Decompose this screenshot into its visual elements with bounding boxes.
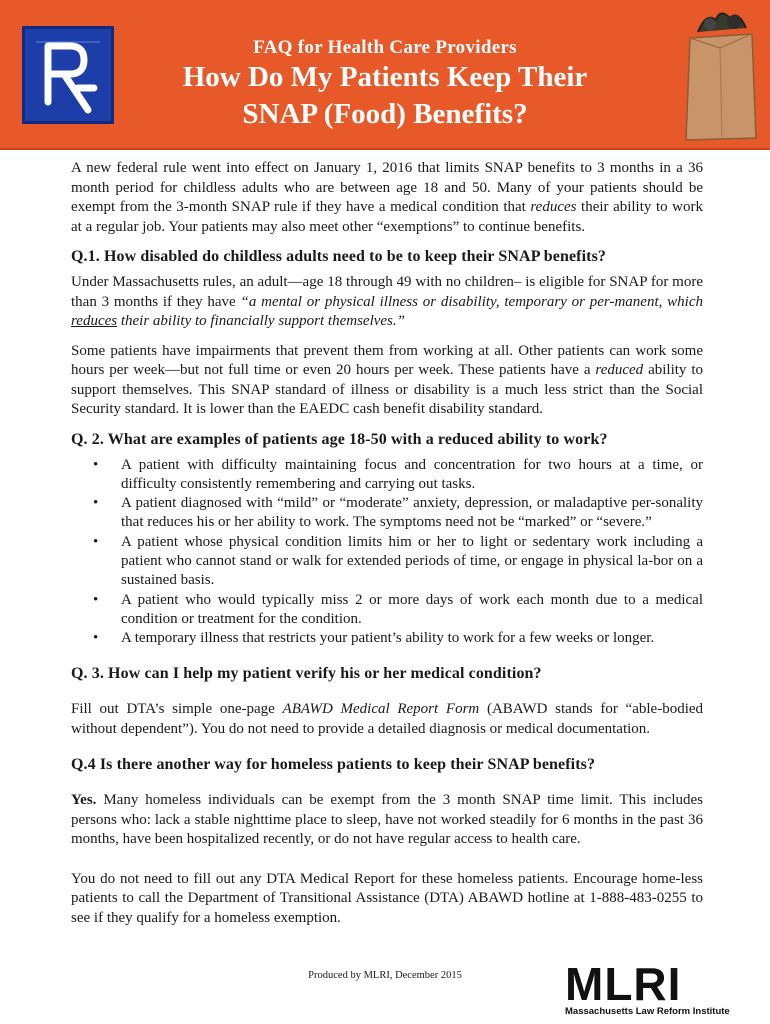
q4-paragraph-1 bbox=[71, 791, 703, 850]
q4-p1-text: Many homeless individuals can be exempt from the 3 month SNAP time limit. This includes persons who: lack a stable nighttime place to sleep, have not worked steadily for 6 months in the past 36 months, have been hospitalized recently, or do not have regular access to health care. bbox=[71, 792, 703, 848]
q4-yes: Yes. bbox=[71, 792, 97, 809]
q1-heading: Q.1. How disabled do childless adults need to be to keep their SNAP benefits? bbox=[71, 248, 607, 265]
list-item: • A patient who would typically miss 2 or more days of work each month due to a medical condition or treatment for the condition. bbox=[93, 591, 703, 627]
mlri-logo bbox=[565, 958, 733, 1018]
bullet-icon: • bbox=[93, 495, 99, 512]
document-body bbox=[71, 159, 703, 938]
q4-heading: Q.4 Is there another way for homeless patients to keep their SNAP benefits? bbox=[71, 756, 596, 774]
list-item: • A patient with difficulty maintaining focus and concentration for two hours at a time, or difficulty consistently remembering and carrying out tasks. bbox=[93, 456, 703, 492]
bullet-icon: • bbox=[93, 456, 99, 473]
bullet-icon: • bbox=[93, 533, 99, 550]
header-kicker: FAQ for Health Care Providers bbox=[253, 37, 517, 58]
header-banner bbox=[0, 0, 770, 150]
list-item: • A patient diagnosed with “mild” or “moderate” anxiety, depression, or maladaptive per-sonality that reduces his or her ability to work. The symptoms need not be “marked” or “severe.” bbox=[93, 495, 703, 531]
title-line-1: How Do My Patients Keep Their bbox=[182, 61, 588, 93]
q1-p1-quote-2: their ability to financially support themselves.” bbox=[117, 313, 405, 329]
q1-p1-quote-underlined: reduces bbox=[71, 313, 118, 329]
bullet-icon: • bbox=[93, 630, 99, 647]
q1-p1-quote-1: “a mental or physical illness or disability, temporary or per-manent, which bbox=[240, 293, 703, 310]
q3-heading: Q. 3. How can I help my patient verify his or her medical condition? bbox=[71, 665, 542, 683]
mlri-logo-text: MLRI bbox=[565, 958, 682, 1010]
q1-p2-emphasis: reduced bbox=[595, 362, 644, 378]
bullet-icon: • bbox=[93, 591, 99, 608]
intro-paragraph bbox=[71, 159, 703, 237]
q3-paragraph bbox=[71, 700, 703, 739]
q1-p2-text-1: Some patients have impairments that prevent them from working at all. Other patients can work some hours per week—but not full time or even 20 hours per week. These patients have a bbox=[71, 342, 703, 378]
grocery-bag-icon bbox=[680, 4, 762, 144]
list-item: • A patient whose physical condition limits him or her to light or sedentary work including a patient who cannot stand or walk for extended periods of time, or engage in physical la-bor on a sustained basis. bbox=[93, 533, 703, 589]
q3-text-1: Fill out DTA’s simple one-page bbox=[71, 701, 283, 718]
q3-form-name: ABAWD Medical Report Form bbox=[282, 701, 480, 718]
page-title bbox=[0, 59, 770, 133]
intro-emphasis: reduces bbox=[530, 199, 577, 215]
q1-paragraph-1 bbox=[71, 273, 703, 332]
intro-text-1: A new federal rule went into effect on January 1, 2016 that limits SNAP benefits to 3 months in a 36 month period for childless adults who are between age 18 and 50. Many of your patients should be exempt from the 3-month SNAP rule if they have a medical condition that bbox=[71, 160, 703, 215]
intro-text-2: their ability to work at a regular job. Your patients may also meet other “exemptions” to continue benefits. bbox=[71, 199, 703, 235]
title-line-2: SNAP (Food) Benefits? bbox=[242, 98, 528, 130]
mlri-logo-subtitle: Massachusetts Law Reform Institute bbox=[565, 1006, 730, 1017]
q2-list bbox=[71, 456, 703, 649]
q1-p1-text: Under Massachusetts rules, an adult—age 18 through 49 with no children– is eligible for SNAP for more than 3 months if they have bbox=[71, 274, 703, 310]
q1-paragraph-2 bbox=[71, 342, 703, 420]
produced-by-note: Produced by MLRI, December 2015 bbox=[308, 970, 462, 981]
q2-heading: Q. 2. What are examples of patients age 18-50 with a reduced ability to work? bbox=[71, 430, 608, 448]
q3-text-2: (ABAWD stands for “able-bodied without dependent”). You do not need to provide a detailed diagnosis or medical documentation. bbox=[71, 701, 704, 737]
list-item: • A temporary illness that restricts your patient’s ability to work for a few weeks or longer. bbox=[121, 629, 703, 648]
q1-p2-text-2: ability to support themselves. This SNAP standard of illness or disability is a much less strict than the Social Security standard. It is lower than the EAEDC cash benefit disability standard. bbox=[71, 362, 704, 417]
q4-paragraph-2: You do not need to fill out any DTA Medical Report for these homeless patients. Encourage home-less patients to call the Department of Transitional Assistance (DTA) ABAWD hotline at 1-888-483-0255 to see if they qualify for a homeless exemption. bbox=[71, 870, 703, 926]
